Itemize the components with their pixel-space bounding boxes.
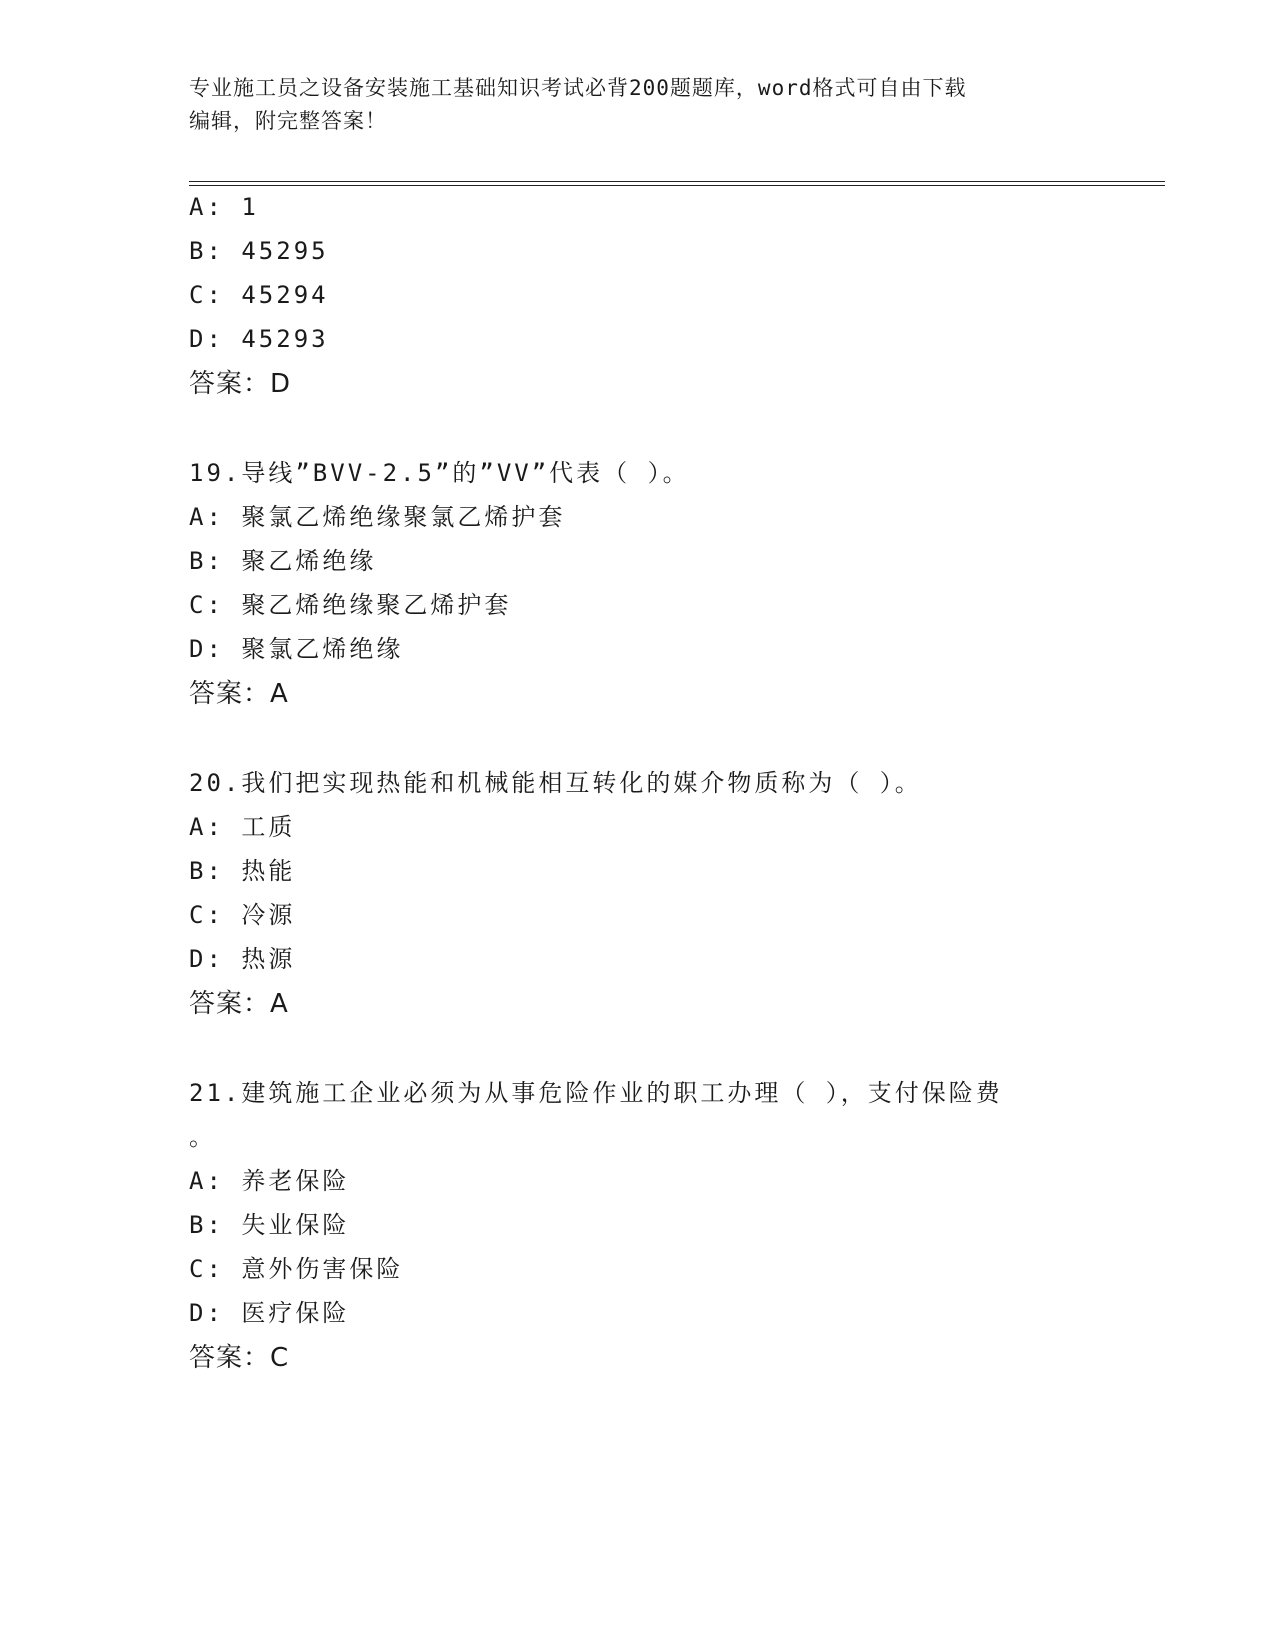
q20-answer: [189, 989, 289, 1019]
option-letter: D:: [189, 945, 224, 973]
q20-option-c: [189, 900, 295, 930]
option-text: 养老保险: [241, 1167, 350, 1195]
q18-option-d: [189, 324, 329, 354]
q21-answer: [189, 1343, 289, 1373]
option-text: 聚氯乙烯绝缘聚氯乙烯护套: [241, 503, 566, 531]
option-text: 工质: [241, 813, 296, 841]
option-text: 热源: [241, 945, 296, 973]
q21-option-d: [189, 1298, 349, 1328]
option-letter: C:: [189, 1255, 224, 1283]
q21-option-c: [189, 1254, 403, 1284]
option-letter: C:: [189, 901, 224, 929]
q19-option-b: [189, 546, 376, 576]
answer-value: C: [270, 1343, 290, 1373]
q21-stem-line2: 。: [189, 1123, 216, 1151]
option-text: 聚乙烯绝缘: [241, 547, 377, 575]
header-divider-bottom: [189, 185, 1165, 186]
option-letter: B:: [189, 857, 224, 885]
q19-option-d: [189, 634, 403, 664]
option-letter: C:: [189, 281, 224, 309]
answer-value: A: [270, 679, 289, 709]
answer-value: A: [270, 989, 289, 1019]
q21-stem-line1: 21.建筑施工企业必须为从事危险作业的职工办理（ ），支付保险费: [189, 1079, 1003, 1107]
option-text: 45294: [241, 281, 329, 309]
answer-label: 答案：: [189, 369, 271, 399]
answer-label: 答案：: [189, 989, 271, 1019]
option-letter: C:: [189, 591, 224, 619]
q18-answer: [189, 369, 291, 399]
header-title-line2: 编辑，附完整答案！: [189, 109, 387, 133]
q18-option-c: [189, 280, 329, 310]
q19-stem: 19.导线”BVV-2.5”的”VV”代表（ ）。: [189, 459, 690, 487]
option-letter: B:: [189, 237, 224, 265]
option-text: 失业保险: [241, 1211, 350, 1239]
option-text: 医疗保险: [241, 1299, 350, 1327]
option-letter: D:: [189, 635, 224, 663]
document-header: [189, 72, 1089, 138]
answer-value: D: [270, 369, 292, 399]
q19-answer: [189, 679, 289, 709]
q20-option-b: [189, 856, 295, 886]
header-divider-top: [189, 181, 1165, 182]
q21-option-b: [189, 1210, 349, 1240]
option-letter: A:: [189, 1167, 224, 1195]
option-text: 45295: [241, 237, 329, 265]
option-letter: B:: [189, 1211, 224, 1239]
q18-option-b: [189, 236, 329, 266]
answer-label: 答案：: [189, 679, 271, 709]
option-letter: D:: [189, 325, 224, 353]
option-text: 聚乙烯绝缘聚乙烯护套: [241, 591, 512, 619]
option-text: 1: [241, 193, 259, 221]
option-letter: D:: [189, 1299, 224, 1327]
q19-option-c: [189, 590, 511, 620]
q20-option-d: [189, 944, 295, 974]
header-title-line1: 专业施工员之设备安装施工基础知识考试必背200题题库，word格式可自由下载: [189, 76, 967, 100]
option-text: 热能: [241, 857, 296, 885]
option-letter: A:: [189, 193, 224, 221]
option-text: 意外伤害保险: [241, 1255, 404, 1283]
option-text: 聚氯乙烯绝缘: [241, 635, 404, 663]
q19-option-a: [189, 502, 565, 532]
q21-option-a: [189, 1166, 349, 1196]
option-letter: A:: [189, 813, 224, 841]
q18-option-a: [189, 192, 259, 222]
option-letter: A:: [189, 503, 224, 531]
answer-label: 答案：: [189, 1343, 271, 1373]
option-text: 45293: [241, 325, 329, 353]
q20-option-a: [189, 812, 295, 842]
option-text: 冷源: [241, 901, 296, 929]
option-letter: B:: [189, 547, 224, 575]
q20-stem: 20.我们把实现热能和机械能相互转化的媒介物质称为（ ）。: [189, 769, 922, 797]
